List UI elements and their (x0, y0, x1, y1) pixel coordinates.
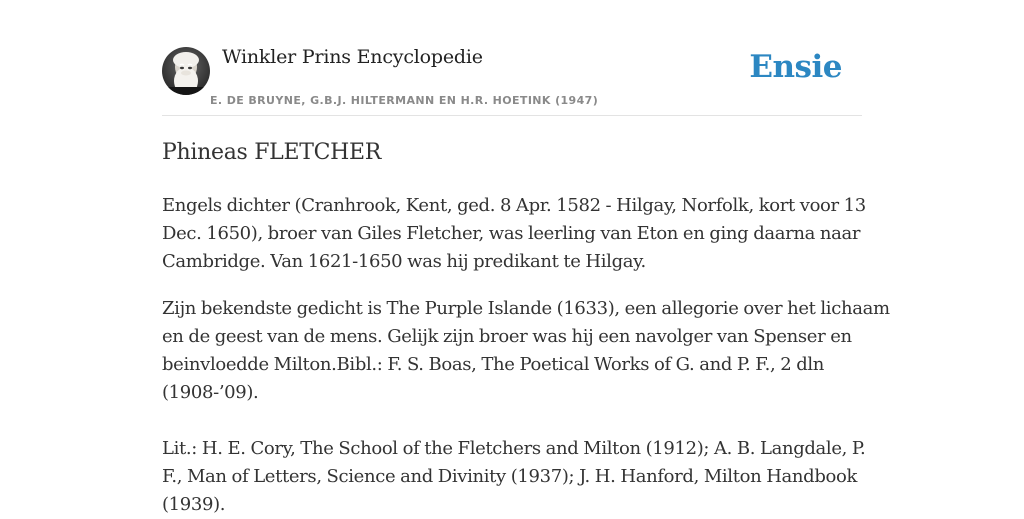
text-line: Dec. 1650), broer van Giles Fletcher, was leerling van Eton en ging daarna naar (162, 223, 861, 244)
text-line: (1908-’09). (162, 382, 259, 403)
text-line: en de geest van de mens. Gelijk zijn broer was hij een navolger van Spenser en (162, 326, 852, 347)
text-line: Zijn bekendste gedicht is The Purple Islande (1633), een allegorie over het lichaam (162, 298, 890, 319)
text-line: F., Man of Letters, Science and Divinity (1937); J. H. Hanford, Milton Handbook (162, 466, 858, 487)
site-title[interactable]: Winkler Prins Encyclopedie (222, 46, 483, 68)
portrait-image (162, 47, 210, 95)
author-avatar[interactable] (162, 47, 210, 95)
text-line: (1939). (162, 494, 226, 515)
brand-logo[interactable]: Ensie (749, 49, 842, 85)
page (162, 0, 890, 515)
article-title: Phineas FLETCHER (162, 140, 382, 165)
text-line: beinvloedde Milton.Bibl.: F. S. Boas, The Poetical Works of G. and P. F., 2 dln (162, 354, 825, 375)
article-paragraph (162, 295, 890, 407)
site-header (162, 0, 862, 116)
article-paragraph (162, 192, 872, 276)
text-line: Engels dichter (Cranhrook, Kent, ged. 8 Apr. 1582 - Hilgay, Norfolk, kort voor 13 (162, 195, 866, 216)
text-line: Cambridge. Van 1621-1650 was hij predikant te Hilgay. (162, 251, 646, 272)
text-line: Lit.: H. E. Cory, The School of the Fletchers and Milton (1912); A. B. Langdale, P. (162, 438, 866, 459)
article-paragraph (162, 435, 872, 519)
authors-line: E. DE BRUYNE, G.B.J. HILTERMANN EN H.R. HOETINK (1947) (210, 94, 599, 107)
